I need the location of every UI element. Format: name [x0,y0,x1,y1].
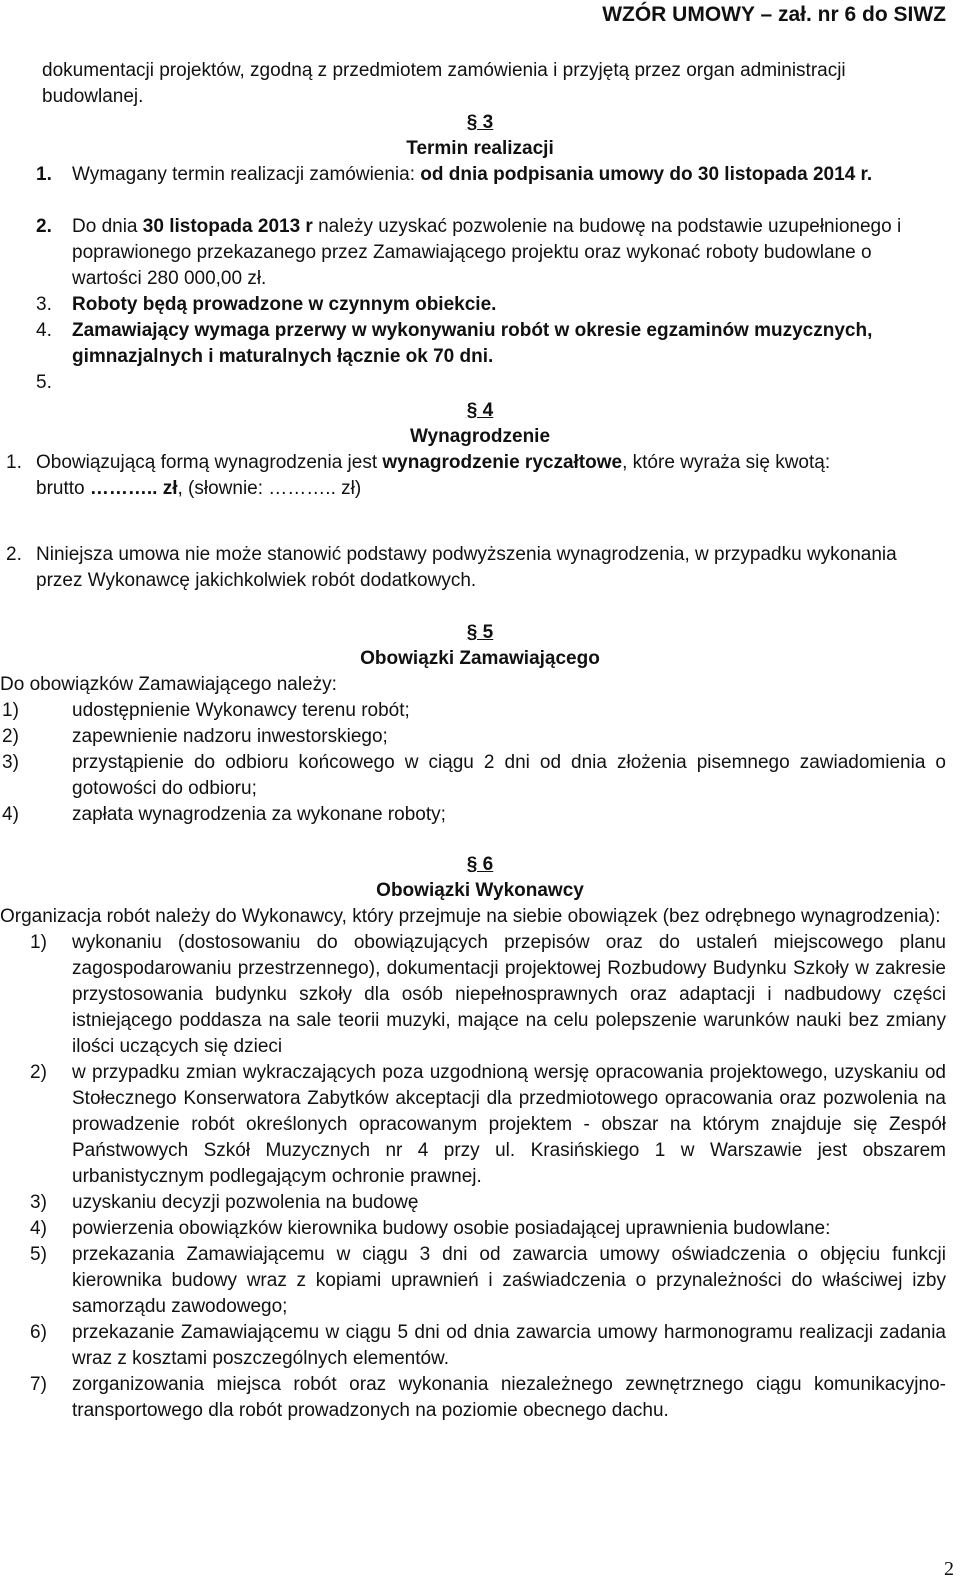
s6-item-num: 5) [30,1244,47,1265]
s3-item-1-bold: od dnia podpisania umowy do 30 listopada 2014 r. [420,164,873,185]
s6-item-text: przekazanie Zamawiającemu w ciągu 5 dni od dnia zawarcia umowy harmonogramu realizacji zadania wraz z kosztami poszczególnych elementów. [72,1322,946,1369]
s5-item-num: 3) [2,752,19,773]
s3-item-2-text-b: należy uzyskać pozwolenie na budowę na podstawie uzupełnionego i poprawionego przekazanego przez Zamawiającego projektu oraz wykonać roboty budowlane o wartości 280 000,00 zł. [72,216,902,289]
s6-item-num: 3) [30,1192,47,1213]
section-6-heading [0,852,960,904]
section-3-sign: § 3 [466,112,494,133]
s3-item-2-bold: 30 listopada 2013 r [142,216,313,237]
s5-item-num: 4) [2,804,19,825]
s3-item-1-num: 1. [36,164,52,185]
list-item [0,750,946,802]
brutto-label: brutto [36,478,90,499]
s3-item-4-text: Zamawiający wymaga przerwy w wykonywaniu robót w okresie egzaminów muzycznych, gimnazjalnych i maturalnych łącznie ok 70 dni. [72,320,873,367]
list-item [0,1060,946,1190]
brutto-amount: ……….. zł [89,478,178,499]
s4-item-1-num: 1. [6,452,22,473]
section-6-sign: § 6 [466,854,494,875]
s6-item-num: 7) [30,1374,47,1395]
s6-item-text: powierzenia obowiązków kierownika budowy osobie posiadającej uprawnienia budowlane: [72,1218,831,1239]
s3-item-2-text-a: Do dnia [72,216,143,237]
section-6-title: Obowiązki Wykonawcy [376,880,584,901]
s3-item-3-num: 3. [36,294,52,315]
s4-item-1-text-a: Obowiązującą formą wynagrodzenia jest [36,452,383,473]
s3-item-5-num: 5. [36,372,52,393]
slownie-amount: , (słownie: ……….. zł) [177,478,362,499]
list-item [0,930,946,1060]
s4-item-2 [6,542,916,594]
s5-intro: Do obowiązków Zamawiającego należy: [0,674,337,695]
s3-item-3-text: Roboty będą prowadzone w czynnym obiekcie. [72,294,497,315]
s3-item-4-num: 4. [36,320,52,341]
s6-item-text: zorganizowania miejsca robót oraz wykonania niezależnego zewnętrznego ciągu komunikacyjno-transportowego dla robót prowadzonych na poziomie obecnego dachu. [72,1374,946,1421]
list-item [0,1372,946,1424]
s5-item-text: zapłata wynagrodzenia za wykonane roboty; [72,804,446,825]
section-3-heading [0,110,960,162]
s5-body [0,672,946,828]
s5-item-num: 1) [2,700,19,721]
s3-item-1-text: Wymagany termin realizacji zamówienia: [72,164,421,185]
list-item [0,1190,946,1216]
list-item [0,724,946,750]
s6-item-text: w przypadku zmian wykraczających poza uzgodnioną wersję opracowania projektowego, uzyskaniu od Stołecznego Konserwatora Zabytków akceptacji dla przedmiotowego opracowania oraz pozwolenia na prowadzenie robót określonych opracowanym projektem - obszar na którym znajduje się Zespół Państwowych Szkół Muzycznych nr 4 przy ul. Krasińskiego 1 w Warszawie jest obszarem urbanistycznym podlegającym ochronie prawnej. [72,1062,946,1187]
s3-item-2 [36,214,916,292]
s6-item-num: 6) [30,1322,47,1343]
list-item [0,1242,946,1320]
s4-item-2-text: Niniejsza umowa nie może stanowić podstawy podwyższenia wynagrodzenia, w przypadku wykonania przez Wykonawcę jakichkolwiek robót dodatkowych. [36,544,897,591]
s6-item-text: wykonaniu (dostosowaniu do obowiązujących przepisów oraz do ustaleń miejscowego planu zagospodarowaniu przestrzennego), dokumentacji projektowej Rozbudowy Budynku Szkoły w zakresie przystosowania budynku szkoły dla osób niepełnosprawnych oraz adaptacji i nadbudowy części istniejącego poddasza na sale teorii muzyki, mające na celu polepszenie warunków nauki bez zmiany ilości uczących się dzieci [72,932,946,1057]
list-item [0,1216,946,1242]
section-5-sign: § 5 [466,622,494,643]
s6-item-text: uzyskaniu decyzji pozwolenia na budowę [72,1192,419,1213]
s5-item-num: 2) [2,726,19,747]
s6-item-num: 4) [30,1218,47,1239]
section-3-title: Termin realizacji [406,138,554,159]
s4-item-1 [6,450,916,502]
list-item [0,1320,946,1372]
s4-item-2-num: 2. [6,544,22,565]
s4-item-1-text-b: , które wyraża się kwotą: [622,452,831,473]
section-4-sign: § 4 [466,400,494,421]
s6-intro: Organizacja robót należy do Wykonawcy, który przejmuje na siebie obowiązek (bez odrębnego wynagrodzenia): [0,906,941,927]
s5-item-text: zapewnienie nadzoru inwestorskiego; [72,726,388,747]
list-item [0,802,946,828]
s6-body [0,904,946,1424]
s6-item-num: 2) [30,1062,47,1083]
s6-item-text: przekazania Zamawiającemu w ciągu 3 dni od zawarcia umowy oświadczenia o objęciu funkcji kierownika budowy wraz z kopiami uprawnień i zaświadczenia o przynależności do właściwej izby samorządu zawodowego; [72,1244,946,1317]
section-5-heading [0,620,960,672]
section-4-heading [0,398,960,450]
s3-item-1 [36,162,916,188]
list-item [0,698,946,724]
s6-item-num: 1) [30,932,47,953]
s5-item-text: udostępnienie Wykonawcy terenu robót; [72,700,410,721]
section-5-title: Obowiązki Zamawiającego [360,648,600,669]
s4-item-1-bold: wynagrodzenie ryczałtowe [382,452,623,473]
s3-item-3 [36,292,916,318]
page-number: 2 [944,1558,954,1580]
s3-item-4 [36,318,916,370]
document-header: WZÓR UMOWY – zał. nr 6 do SIWZ [602,3,946,26]
s3-item-2-num: 2. [36,216,52,237]
intro-paragraph: dokumentacji projektów, zgodną z przedmiotem zamówienia i przyjętą przez organ administracji budowlanej. [42,60,846,107]
section-4-title: Wynagrodzenie [409,426,551,447]
s5-item-text: przystąpienie do odbioru końcowego w ciągu 2 dni od dnia złożenia pisemnego zawiadomienia o gotowości do odbioru; [72,752,946,799]
